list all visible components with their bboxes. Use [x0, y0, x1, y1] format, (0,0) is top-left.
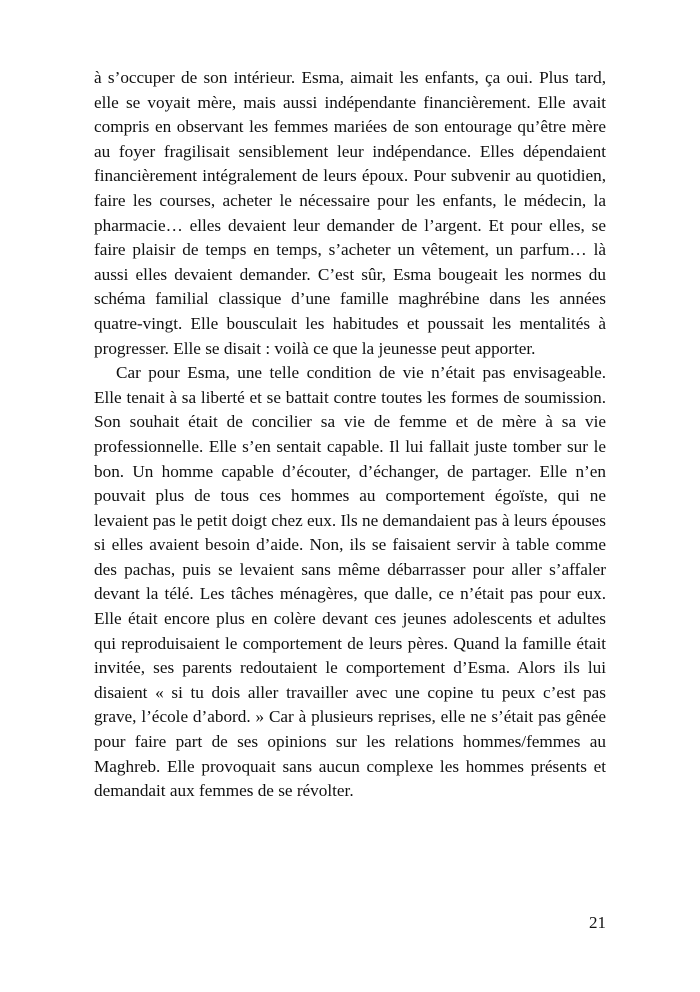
page-number: 21 [589, 913, 606, 932]
body-text [94, 66, 606, 804]
paragraph-2: Car pour Esma, une telle condition de vie n’était pas envisageable. Elle tenait à sa liberté et se battait contre toutes les formes de soumission. Son souhait était de concilier sa vie de femme et de mère à sa vie professionnelle. Elle s’en sentait capable. Il lui fallait juste tomber sur le bon. Un homme capable d’écouter, d’échanger, de partager. Elle n’en pouvait plus de tous ces hommes au comportement égoïste, qui ne levaient pas le petit doigt chez eux. Ils ne demandaient pas à leurs épouses si elles avaient besoin d’aide. Non, ils se faisaient servir à table comme des pachas, puis se levaient sans même débarrasser pour aller s’affaler devant la télé. Les tâches ménagères, que dalle, ce n’était pas pour eux. Elle était encore plus en colère devant ces jeunes adolescents et adultes qui reproduisaient le comportement de leurs pères. Quand la famille était invitée, ses parents redoutaient le comportement d’Esma. Alors ils lui disaient « si tu dois aller travailler avec une copine tu peux c’est pas grave, l’école d’abord. » Car à plusieurs reprises, elle ne s’était pas gênée pour faire part de ses opinions sur les relations hommes/femmes au Maghreb. Elle provoquait sans aucun complexe les hommes présents et demandait aux femmes de se révolter. [94, 363, 606, 801]
paragraph-1: à s’occuper de son intérieur. Esma, aimait les enfants, ça oui. Plus tard, elle se voyait mère, mais aussi indépendante financièrement. Elle avait compris en observant les femmes mariées de son entourage qu’être mère au foyer fragilisait sensiblement leur indépendance. Elles dépendaient financièrement intégralement de leurs époux. Pour subvenir au quotidien, faire les courses, acheter le nécessaire pour les enfants, le médecin, la pharmacie… elles devaient leur demander de l’argent. Et pour elles, se faire plaisir de temps en temps, s’acheter un vêtement, un parfum… là aussi elles devaient demander. C’est sûr, Esma bougeait les normes du schéma familial classique d’une famille maghrébine dans les années quatre-vingt. Elle bousculait les habitudes et poussait les mentalités à progresser. Elle se disait : voilà ce que la jeunesse peut apporter. [94, 68, 606, 358]
